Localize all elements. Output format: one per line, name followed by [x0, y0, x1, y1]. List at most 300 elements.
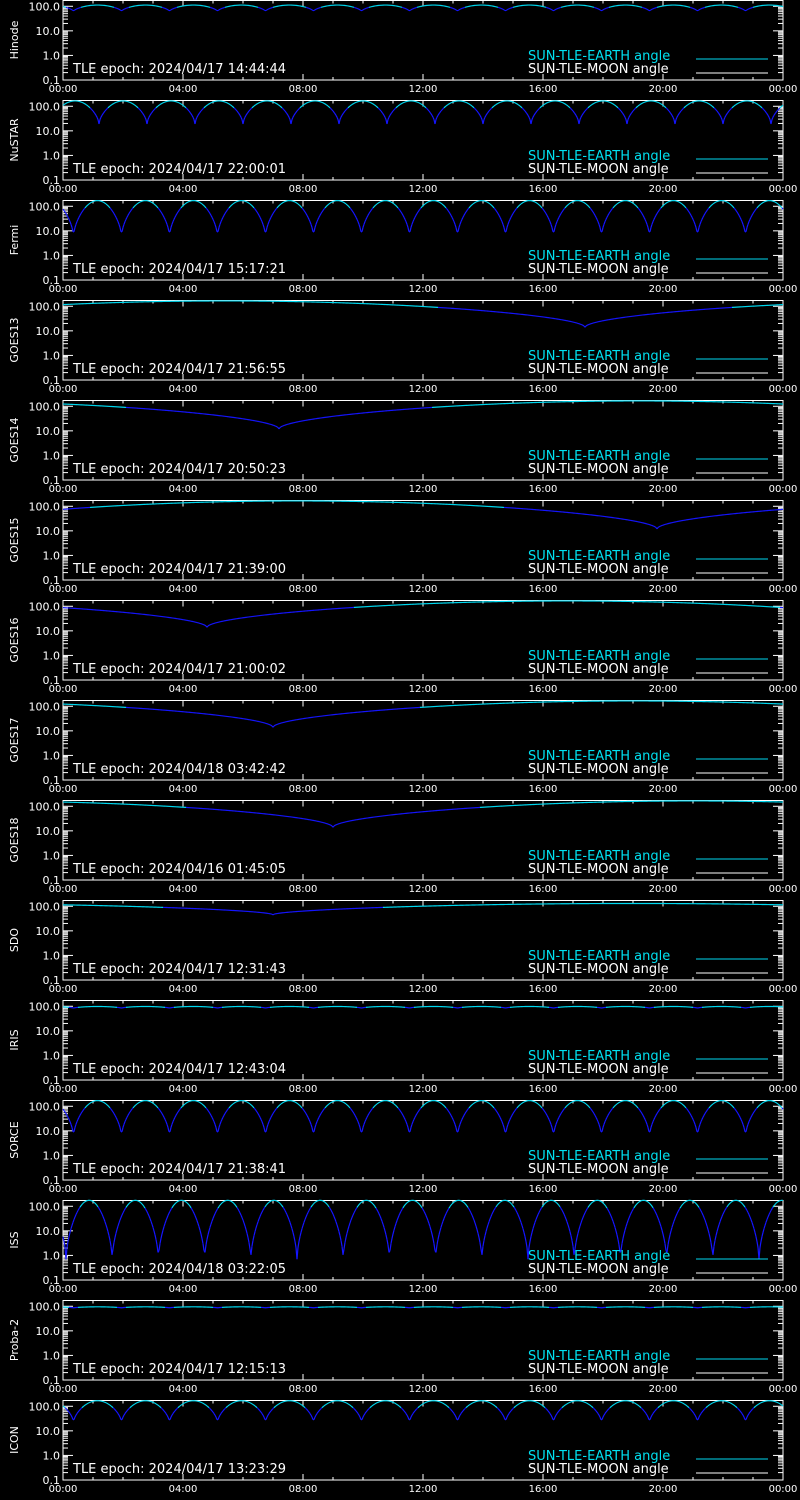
earth-angle-series-segment	[585, 326, 586, 327]
earth-angle-series-segment	[164, 217, 165, 219]
earth-angle-series-segment	[508, 222, 509, 225]
earth-angle-series-segment	[491, 108, 492, 109]
earth-angle-series-segment	[543, 209, 544, 210]
earth-angle-series-segment	[279, 205, 280, 206]
y-tick-label: 100.0	[28, 0, 60, 14]
earth-angle-series-segment	[165, 219, 166, 221]
earth-angle-series-segment	[563, 209, 564, 210]
earth-angle-series-segment	[589, 207, 590, 208]
earth-angle-series-segment	[600, 10, 601, 11]
earth-angle-series-segment	[158, 105, 159, 106]
earth-angle-series-segment	[686, 105, 687, 106]
x-tick-label: 00:00	[48, 284, 78, 295]
earth-angle-series-segment	[757, 104, 758, 105]
earth-angle-series-segment	[782, 105, 783, 106]
earth-angle-series-segment	[466, 210, 467, 211]
earth-angle-series-segment	[150, 114, 151, 116]
earth-angle-series-segment	[100, 117, 101, 119]
earth-angle-series-segment	[554, 10, 555, 11]
earth-angle-series-segment	[84, 103, 85, 104]
earth-angle-series-segment	[133, 104, 134, 105]
earth-angle-series-segment	[316, 222, 317, 225]
earth-angle-series-segment	[331, 109, 332, 110]
earth-angle-series-segment	[749, 219, 750, 221]
earth-angle-series-segment	[401, 212, 402, 214]
earth-angle-series-segment	[454, 222, 455, 225]
earth-angle-series-segment	[453, 219, 454, 221]
earth-angle-series-segment	[756, 103, 757, 104]
earth-angle-series-segment	[353, 212, 354, 214]
earth-angle-series-segment	[602, 10, 603, 11]
earth-angle-series-segment	[276, 208, 277, 209]
y-tick-label: 1.0	[42, 249, 60, 263]
y-tick-label: 0.1	[42, 374, 60, 387]
earth-angle-series-segment	[327, 105, 328, 106]
earth-angle-series-segment	[579, 120, 580, 124]
earth-angle-series-segment	[376, 106, 377, 107]
earth-angle-series-segment	[580, 117, 581, 119]
earth-angle-series-segment	[337, 117, 338, 119]
earth-angle-series-segment	[263, 224, 264, 227]
earth-angle-series-segment	[738, 103, 739, 104]
earth-angle-series-segment	[512, 214, 513, 216]
earth-angle-series-segment	[300, 107, 301, 108]
earth-angle-series-segment	[255, 209, 256, 210]
earth-angle-series-segment	[570, 108, 571, 109]
earth-angle-series-segment	[586, 109, 587, 110]
earth-angle-series-segment	[90, 203, 91, 204]
earth-angle-series-segment	[699, 9, 700, 10]
earth-angle-series-segment	[356, 217, 357, 219]
earth-angle-series-segment	[271, 215, 272, 217]
earth-angle-series-segment	[540, 206, 541, 207]
x-tick-label: 16:00	[528, 384, 558, 395]
earth-angle-series-segment	[569, 107, 570, 108]
earth-angle-series-segment	[209, 212, 210, 214]
earth-angle-series-segment	[557, 219, 558, 221]
earth-angle-series-segment	[570, 203, 571, 204]
earth-angle-series-segment	[393, 203, 394, 204]
earth-angle-series-segment	[299, 205, 300, 206]
earth-angle-series-segment	[264, 227, 265, 231]
earth-angle-series-segment	[131, 103, 132, 104]
earth-angle-series-segment	[489, 110, 490, 111]
x-tick-label: 16:00	[528, 484, 558, 495]
earth-angle-series-segment	[675, 120, 676, 124]
earth-angle-series-segment	[227, 103, 228, 104]
earth-angle-series-segment	[529, 117, 530, 119]
earth-angle-series-segment	[283, 202, 284, 203]
earth-angle-series-segment	[374, 105, 375, 106]
earth-angle-series-segment	[708, 208, 709, 209]
earth-angle-series-segment	[65, 103, 66, 104]
earth-angle-series-segment	[123, 9, 124, 10]
earth-angle-series-segment	[212, 217, 213, 219]
earth-angle-series-segment	[585, 203, 586, 204]
earth-angle-series-segment	[545, 212, 546, 214]
earth-angle-series-segment	[423, 105, 424, 106]
x-tick-label: 20:00	[648, 184, 678, 195]
earth-angle-series-segment	[393, 110, 394, 111]
earth-angle-series-segment	[575, 114, 576, 116]
earth-angle-series-segment	[587, 205, 588, 206]
earth-angle-series-segment	[254, 208, 255, 209]
earth-angle-series-segment	[535, 202, 536, 203]
earth-angle-series-segment	[315, 9, 316, 10]
earth-angle-series-segment	[427, 109, 428, 110]
earth-angle-series-segment	[507, 224, 508, 227]
earth-angle-series-segment	[111, 105, 112, 106]
earth-angle-series-segment	[439, 112, 440, 113]
earth-angle-series-segment	[486, 114, 487, 116]
earth-angle-series-segment	[391, 202, 392, 203]
x-tick-label: 08:00	[288, 84, 318, 95]
earth-angle-series-segment	[564, 103, 565, 104]
earth-angle-series-segment	[199, 112, 200, 113]
earth-angle-series-segment	[304, 210, 305, 211]
earth-angle-series-segment	[690, 214, 691, 216]
earth-angle-series-segment	[275, 103, 276, 104]
earth-angle-series-segment	[65, 212, 66, 214]
earth-angle-series-segment	[312, 227, 313, 231]
earth-angle-series-segment	[461, 219, 462, 221]
earth-angle-series-segment	[446, 208, 447, 209]
earth-angle-series-segment	[654, 217, 655, 219]
earth-angle-series-segment	[757, 207, 758, 208]
earth-angle-series-segment	[736, 210, 737, 211]
earth-angle-series-segment	[560, 214, 561, 216]
earth-angle-series-segment	[500, 217, 501, 219]
earth-angle-series-segment	[152, 203, 153, 204]
earth-angle-series-segment	[568, 106, 569, 107]
earth-angle-series-segment	[282, 108, 283, 109]
earth-angle-series-segment	[311, 9, 312, 10]
earth-angle-series-segment	[418, 210, 419, 211]
earth-angle-series-segment	[219, 224, 220, 227]
earth-angle-series-segment	[685, 207, 686, 208]
earth-angle-series-segment	[591, 105, 592, 106]
earth-angle-series-segment	[492, 206, 493, 207]
earth-angle-series-segment	[320, 214, 321, 216]
earth-angle-series-segment	[367, 215, 368, 217]
earth-angle-series-segment	[68, 217, 69, 219]
earth-angle-series-segment	[292, 117, 293, 119]
earth-angle-series-segment	[281, 426, 282, 427]
earth-angle-series-segment	[610, 210, 611, 211]
earth-angle-series-segment	[307, 215, 308, 217]
earth-angle-series-segment	[600, 227, 601, 231]
earth-angle-series-segment	[464, 214, 465, 216]
earth-angle-series-segment	[141, 111, 142, 112]
earth-angle-series-segment	[109, 106, 110, 107]
earth-angle-series-segment	[302, 208, 303, 209]
earth-angle-series-segment	[105, 110, 106, 111]
earth-angle-series-segment	[221, 219, 222, 221]
earth-angle-series-segment	[203, 205, 204, 206]
earth-angle-series-segment	[64, 104, 65, 105]
earth-angle-series-segment	[590, 208, 591, 209]
earth-angle-series-segment	[363, 224, 364, 227]
earth-angle-series-segment	[717, 111, 718, 112]
earth-angle-series-segment	[758, 206, 759, 207]
earth-angle-series-segment	[606, 217, 607, 219]
earth-angle-series-segment	[665, 107, 666, 108]
earth-angle-series-segment	[463, 215, 464, 217]
earth-angle-series-segment	[496, 210, 497, 211]
earth-angle-series-segment	[470, 206, 471, 207]
earth-angle-series-segment	[551, 9, 552, 10]
earth-angle-series-segment	[732, 206, 733, 207]
earth-angle-series-segment	[235, 202, 236, 203]
earth-angle-series-segment	[635, 205, 636, 206]
earth-angle-series-segment	[518, 206, 519, 207]
x-tick-label: 20:00	[648, 284, 678, 295]
earth-angle-series-segment	[616, 106, 617, 107]
earth-angle-series-segment	[692, 217, 693, 219]
earth-angle-series-segment	[707, 103, 708, 104]
earth-angle-series-segment	[136, 106, 137, 107]
earth-angle-series-segment	[206, 208, 207, 209]
earth-angle-series-segment	[410, 227, 411, 231]
earth-angle-series-segment	[484, 117, 485, 119]
earth-angle-series-segment	[231, 205, 232, 206]
earth-angle-series-segment	[395, 108, 396, 109]
earth-angle-series-segment	[362, 10, 363, 11]
earth-angle-series-segment	[416, 214, 417, 216]
earth-angle-series-segment	[64, 210, 65, 211]
earth-angle-series-segment	[411, 224, 412, 227]
earth-angle-series-segment	[625, 117, 626, 119]
earth-angle-series-segment	[554, 227, 555, 231]
earth-angle-series-segment	[728, 111, 729, 112]
earth-angle-series-segment	[550, 222, 551, 225]
earth-angle-series-segment	[244, 117, 245, 119]
earth-angle-series-segment	[519, 205, 520, 206]
earth-angle-series-segment	[629, 115, 630, 117]
earth-angle-series-segment	[666, 203, 667, 204]
earth-angle-series-segment	[183, 205, 184, 206]
earth-angle-series-segment	[769, 117, 770, 119]
earth-angle-series-segment	[684, 107, 685, 108]
earth-angle-series-segment	[137, 203, 138, 204]
earth-angle-series-segment	[443, 108, 444, 109]
earth-angle-series-segment	[637, 207, 638, 208]
earth-angle-series-segment	[667, 109, 668, 110]
earth-angle-series-segment	[603, 224, 604, 227]
earth-angle-series-segment	[127, 215, 128, 217]
y-tick-label: 1.0	[42, 49, 60, 63]
earth-angle-series-segment	[699, 224, 700, 227]
earth-angle-series-segment	[224, 214, 225, 216]
chart-panel-goes15	[8, 500, 797, 595]
earth-angle-series-segment	[114, 214, 115, 216]
earth-angle-series-segment	[327, 205, 328, 206]
earth-angle-series-segment	[555, 9, 556, 10]
x-tick-label: 12:00	[408, 184, 438, 195]
earth-angle-series-segment	[220, 222, 221, 225]
earth-angle-series-segment	[167, 224, 168, 227]
earth-angle-series-segment	[455, 9, 456, 10]
earth-angle-series-segment	[300, 206, 301, 207]
earth-angle-series-segment	[544, 104, 545, 105]
earth-angle-series-segment	[432, 115, 433, 117]
earth-angle-series-segment	[218, 10, 219, 11]
earth-angle-series-segment	[588, 107, 589, 108]
earth-angle-series-segment	[701, 219, 702, 221]
earth-angle-series-segment	[730, 109, 731, 110]
earth-angle-series-segment	[249, 110, 250, 111]
earth-angle-series-segment	[305, 103, 306, 104]
earth-angle-series-segment	[112, 210, 113, 211]
earth-angle-series-segment	[538, 204, 539, 205]
earth-angle-series-segment	[264, 10, 265, 11]
earth-angle-series-segment	[689, 212, 690, 214]
earth-angle-series-segment	[175, 215, 176, 217]
x-tick-label: 08:00	[288, 284, 318, 295]
earth-angle-series-segment	[111, 209, 112, 210]
earth-angle-series-segment	[718, 112, 719, 113]
earth-angle-series-segment	[633, 203, 634, 204]
earth-angle-series-segment	[400, 210, 401, 211]
earth-angle-series-segment	[591, 209, 592, 210]
earth-angle-series-segment	[229, 207, 230, 208]
earth-angle-series-segment	[642, 103, 643, 104]
earth-angle-series-segment	[123, 224, 124, 227]
earth-angle-series-segment	[131, 209, 132, 210]
earth-angle-series-segment	[417, 212, 418, 214]
earth-angle-series-segment	[132, 208, 133, 209]
earth-angle-series-segment	[698, 227, 699, 231]
earth-angle-series-segment	[415, 215, 416, 217]
earth-angle-series-segment	[251, 108, 252, 109]
earth-angle-series-segment	[214, 222, 215, 225]
earth-angle-series-segment	[635, 108, 636, 109]
earth-angle-series-segment	[368, 214, 369, 216]
earth-angle-series-segment	[436, 117, 437, 119]
earth-angle-series-segment	[274, 210, 275, 211]
earth-angle-series-segment	[279, 105, 280, 106]
earth-angle-series-segment	[605, 219, 606, 221]
earth-angle-series-segment	[105, 203, 106, 204]
earth-angle-series-segment	[520, 106, 521, 107]
earth-angle-series-segment	[258, 103, 259, 104]
earth-angle-series-segment	[74, 10, 75, 11]
earth-angle-series-segment	[473, 107, 474, 108]
earth-angle-series-segment	[163, 215, 164, 217]
earth-angle-series-segment	[119, 9, 120, 10]
earth-angle-series-segment	[372, 103, 373, 104]
y-tick-label: 1.0	[42, 349, 60, 363]
earth-angle-series-segment	[366, 217, 367, 219]
earth-angle-series-segment	[523, 202, 524, 203]
earth-angle-series-segment	[104, 203, 105, 204]
earth-angle-series-segment	[426, 203, 427, 204]
earth-angle-series-segment	[449, 103, 450, 104]
earth-angle-series-segment	[281, 107, 282, 108]
earth-angle-series-segment	[133, 207, 134, 208]
earth-angle-series-segment	[759, 105, 760, 106]
earth-angle-series-segment	[714, 203, 715, 204]
earth-angle-series-segment	[631, 112, 632, 113]
earth-angle-series-segment	[171, 9, 172, 10]
earth-angle-series-segment	[303, 209, 304, 210]
earth-angle-series-segment	[778, 109, 779, 110]
earth-angle-series-segment	[408, 10, 409, 11]
earth-angle-series-segment	[288, 115, 289, 117]
earth-angle-series-segment	[483, 120, 484, 124]
earth-angle-series-segment	[442, 204, 443, 205]
earth-angle-series-segment	[709, 104, 710, 105]
earth-angle-series-segment	[182, 105, 183, 106]
y-tick-label: 10.0	[35, 24, 60, 38]
earth-angle-series-segment	[732, 107, 733, 108]
earth-angle-series-segment	[666, 108, 667, 109]
earth-angle-series-segment	[87, 205, 88, 206]
earth-angle-series-segment	[401, 103, 402, 104]
earth-angle-series-segment	[735, 105, 736, 106]
earth-angle-series-segment	[715, 109, 716, 110]
earth-angle-series-segment	[286, 112, 287, 113]
earth-angle-series-segment	[595, 215, 596, 217]
earth-angle-series-segment	[128, 214, 129, 216]
earth-angle-series-segment	[332, 110, 333, 111]
earth-angle-series-segment	[315, 224, 316, 227]
earth-angle-series-segment	[493, 106, 494, 107]
legend-moon-label: SUN-TLE-MOON angle	[528, 62, 669, 77]
earth-angle-series-segment	[743, 9, 744, 10]
earth-angle-series-segment	[424, 106, 425, 107]
earth-angle-series-segment	[624, 115, 625, 117]
earth-angle-series-segment	[311, 224, 312, 227]
earth-angle-series-segment	[567, 205, 568, 206]
earth-angle-series-segment	[695, 9, 696, 10]
earth-angle-series-segment	[645, 219, 646, 221]
earth-angle-series-segment	[346, 204, 347, 205]
earth-angle-series-segment	[270, 217, 271, 219]
earth-angle-series-segment	[406, 222, 407, 225]
earth-angle-series-segment	[142, 112, 143, 113]
earth-angle-series-segment	[720, 115, 721, 117]
earth-angle-series-segment	[471, 105, 472, 106]
earth-angle-series-segment	[448, 210, 449, 211]
earth-angle-series-segment	[411, 9, 412, 10]
y-tick-label: 10.0	[35, 524, 60, 538]
earth-angle-series-segment	[725, 115, 726, 117]
earth-angle-series-segment	[306, 103, 307, 104]
earth-angle-series-segment	[324, 103, 325, 104]
earth-angle-series-segment	[237, 111, 238, 112]
earth-angle-series-segment	[431, 114, 432, 116]
earth-angle-series-segment	[257, 212, 258, 214]
earth-angle-series-segment	[487, 202, 488, 203]
earth-angle-series-segment	[781, 106, 782, 107]
earth-angle-series-segment	[525, 111, 526, 112]
x-tick-label: 12:00	[408, 584, 438, 595]
earth-angle-series-segment	[643, 215, 644, 217]
earth-angle-series-segment	[779, 108, 780, 109]
earth-angle-series-segment	[161, 212, 162, 214]
earth-angle-series-segment	[593, 103, 594, 104]
earth-angle-series-segment	[677, 115, 678, 117]
earth-angle-series-segment	[326, 206, 327, 207]
earth-angle-series-segment	[172, 222, 173, 225]
earth-angle-series-segment	[258, 214, 259, 216]
earth-angle-series-segment	[207, 105, 208, 106]
earth-angle-series-segment	[101, 115, 102, 117]
earth-angle-series-segment	[414, 217, 415, 219]
earth-angle-series-segment	[458, 227, 459, 231]
tle-epoch-label: TLE epoch: 2024/04/17 21:56:55	[73, 362, 287, 377]
